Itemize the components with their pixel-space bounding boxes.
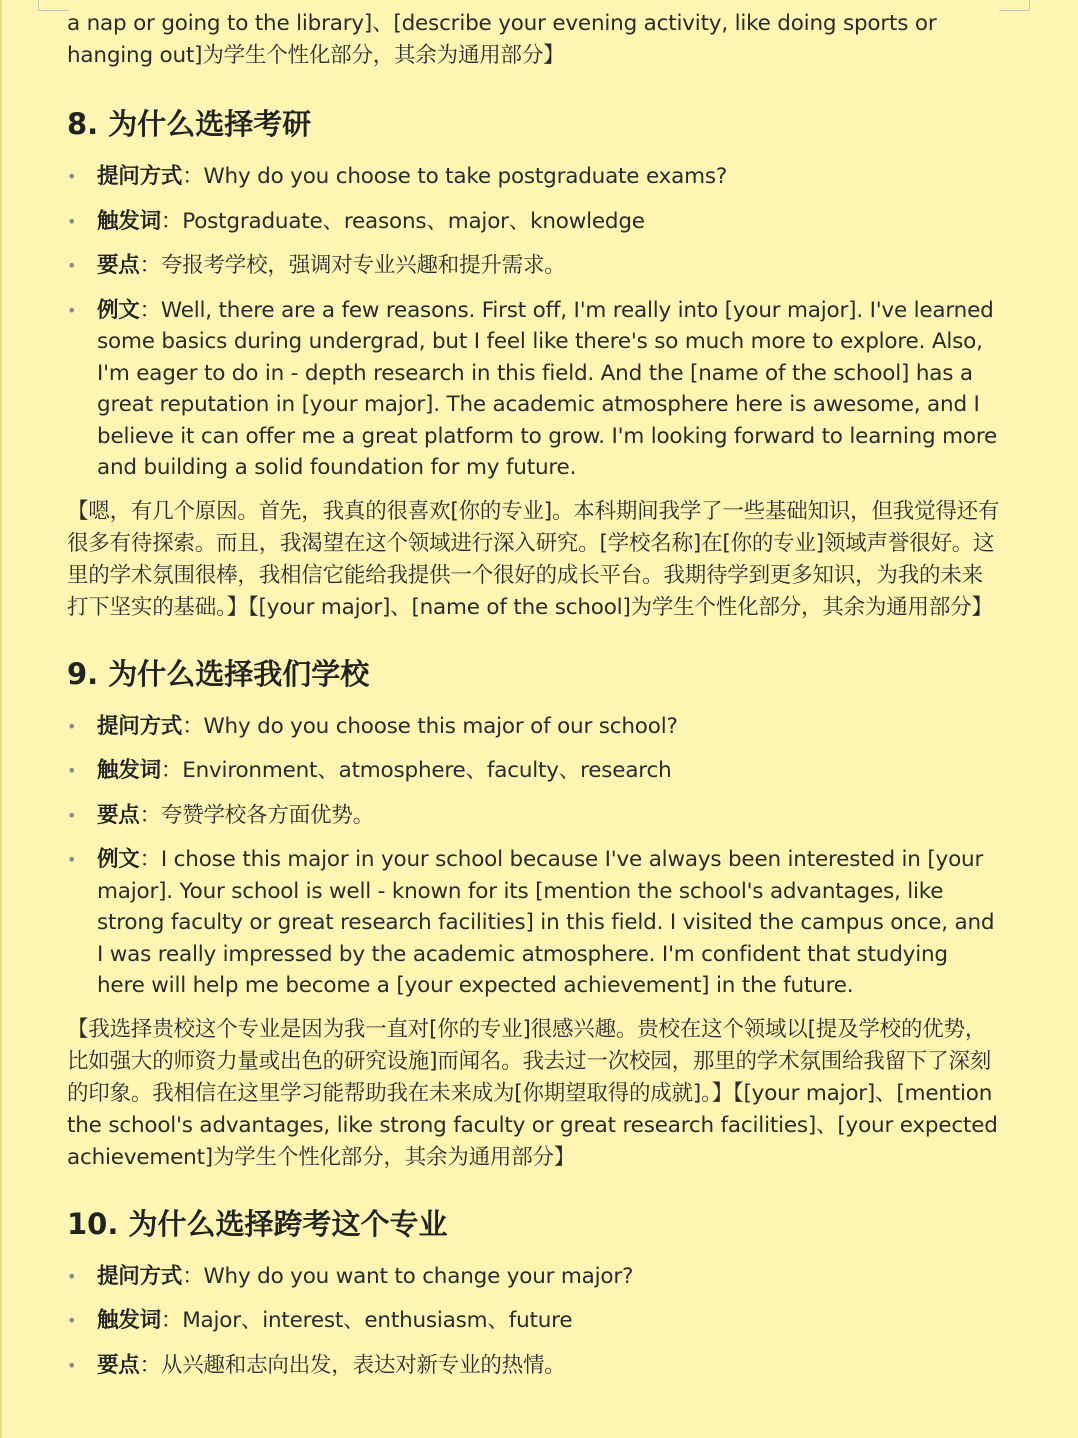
item-text: ：Well, there are a few reasons. First off, I'm really into [your major]. I've learned some basics during undergrad, but I feel like there's so much more to explore. Also, I'm eager to do in - depth research in this field. And the [name of the school] has a great reputation in [your major]. The academic atmosphere here is awesome, and I believe it can offer me a great platform to grow. I'm looking forward to learning more and building a solid foundation for my future. [97,297,998,480]
item-text: ：Major、interest、enthusiasm、future [160,1308,573,1333]
section-8 [67,104,1002,624]
bullet-icon: • [67,1355,77,1375]
crop-mark-left [38,0,69,11]
bullet-icon: • [67,761,77,780]
item-text: ：Why do you choose to take postgraduate exams? [182,164,728,189]
list-item [67,1305,1002,1337]
item-text: ：从兴趣和志向出发，表达对新专业的热情。 [139,1352,566,1378]
crop-mark-right [999,0,1030,11]
bullet-list [67,1261,1002,1382]
bullet-list [67,711,1002,1002]
item-text: ：Why do you want to change your major? [182,1263,634,1289]
page-edge [0,0,2,1438]
bullet-icon: • [67,256,77,275]
item-label: 触发词 [97,1308,161,1333]
list-item [67,206,1002,238]
translation-note: 【我选择贵校这个专业是因为我一直对[你的专业]很感兴趣。贵校在这个领域以[提及学校的优势，比如强大的师资力量或出色的研究设施]而闻名。我去过一次校园，那里的学术氛围给我留下了深刻的印象。我相信在这里学习能帮助我在未来成为[你期望取得的成就]。】【[your major]、[mention the school's advantages, like strong faculty or great research facilities]、[your expected achievement]为学生个性化部分，其余为通用部分】 [67,1016,998,1170]
list-item [67,755,1002,787]
item-label: 要点 [97,253,140,278]
bullet-icon: • [67,1266,77,1286]
list-item [67,1350,1002,1382]
item-label: 要点 [97,802,140,828]
bullet-list [67,161,1002,484]
list-item [67,250,1002,282]
bullet-icon: • [67,167,77,186]
section-heading: 10. 为什么选择跨考这个专业 [67,1206,448,1241]
item-text: ：夸赞学校各方面优势。 [139,802,374,828]
list-item [67,844,1002,1002]
section-10 [67,1204,1002,1382]
item-label: 提问方式 [97,164,183,189]
document-body [67,8,1002,1381]
list-item [67,711,1002,743]
item-text: ：Environment、atmosphere、faculty、research [160,758,672,783]
list-item [67,800,1002,832]
item-text: ：夸报考学校，强调对专业兴趣和提升需求。 [139,253,566,278]
list-item [67,295,1002,484]
section-heading: 8. 为什么选择考研 [67,107,312,141]
bullet-icon: • [67,300,77,320]
item-label: 例文 [97,297,140,323]
item-label: 提问方式 [97,1263,183,1289]
item-label: 提问方式 [97,713,183,739]
item-label: 触发词 [97,758,161,783]
intro-paragraph: a nap or going to the library]、[describe your evening activity, like doing sports or hanging out]为学生个性化部分，其余为通用部分】 [67,11,937,68]
list-item [67,1261,1002,1293]
section-9 [67,654,1002,1174]
item-text: ：Why do you choose this major of our school? [182,713,678,739]
bullet-icon: • [67,850,77,869]
item-label: 例文 [97,847,140,872]
translation-note: 【嗯，有几个原因。首先，我真的很喜欢[你的专业]。本科期间我学了一些基础知识，但我觉得还有很多有待探索。而且，我渴望在这个领域进行深入研究。[学校名称]在[你的专业]领域声誉很好。这里的学术氛围很棒，我相信它能给我提供一个很好的成长平台。我期待学到更多知识，为我的未来打下坚实的基础。】【[your major]、[name of the school]为学生个性化部分，其余为通用部分】 [67,498,1000,620]
section-heading: 9. 为什么选择我们学校 [67,656,370,691]
bullet-icon: • [67,805,77,825]
bullet-icon: • [67,1311,77,1330]
list-item [67,161,1002,193]
item-text: ：I chose this major in your school because I've always been interested in [your major]. Your school is well - known for its [mention the school's advantages, like strong faculty or great research facilities] in this field. I visited the campus once, and I was really impressed by the academic atmosphere. I'm confident that studying here will help me become a [your expected achievement] in the future. [97,847,995,998]
item-label: 触发词 [97,208,161,234]
bullet-icon: • [67,716,77,736]
item-label: 要点 [97,1352,140,1378]
item-text: ：Postgraduate、reasons、major、knowledge [160,208,645,234]
bullet-icon: • [67,211,77,231]
